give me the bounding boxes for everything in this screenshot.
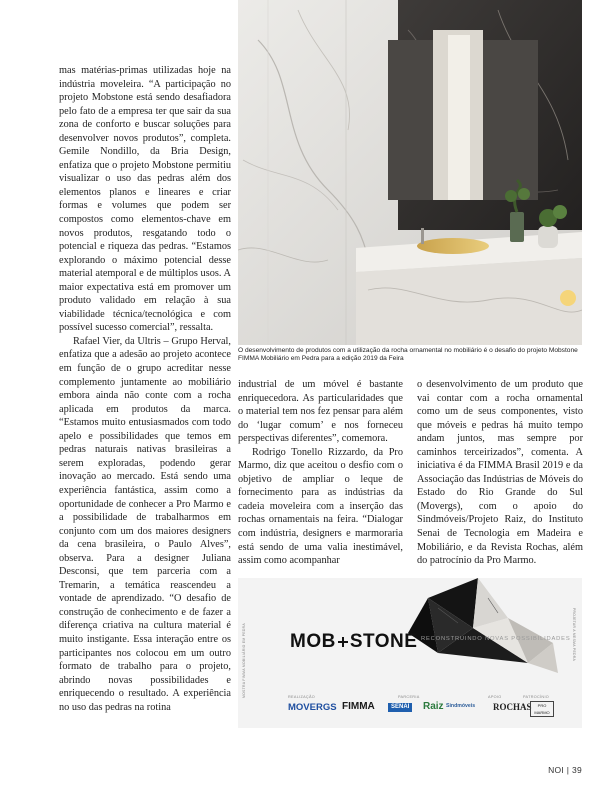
sponsor-label: PATROCÍNIO — [523, 695, 550, 699]
movergs-logo: MOVERGS — [288, 702, 337, 713]
sponsor-label: REALIZAÇÃO — [288, 695, 316, 699]
ad-tagline: RECONSTRUINDO NOVAS POSSIBILIDADES — [421, 636, 571, 642]
logo-plus-icon — [338, 637, 348, 647]
paragraph: mas matérias-primas utilizadas hoje na indústria moveleira. “A participação no projeto Mobstone está sendo desafiadora pelo fato de a empresa ter que sair da sua zona de conforto e buscar soluções para desenvolver novos produtos”, completa. Gemile Nondillo, da Bria Design, enfatiza que o projeto Mobstone permitiu visualizar o uso das pedras além dos elementos planos e lineares e criar formas e volumes que podem ser compostos como elementos-chave em novos produtos, resgatando todo o potencial e riqueza das pedras. “Estamos explorando o máximo potencial desse material atemporal e de múltiplos usos. A maior expectativa está em promover um produto validado em relação à sua viabilidade técnica/tecnológica e com possível sucesso comercial”, ressalta. — [59, 65, 231, 334]
paragraph: o desenvolvimento de um produto que vai contar com a rocha ornamental como um de seus componentes, visto que móveis e pedras há muito tempo andam juntos, mas sempre por caminhos terceirizados”, comenta. A iniciativa é da FIMMA Brasil 2019 e da Associação das Indústrias de Móveis do Estado do Rio Grande do Sul (Movergs), com o apoio do Sindmóveis/Projeto Raiz, do Instituto Senai de Tecnologia em Madeira e Mobiliário, e da Revista Rochas, além do patrocínio da Pro Marmo. — [417, 379, 583, 567]
article-column-middle — [238, 378, 403, 568]
ad-vertical-text-right: PROJETAR A MESMA PEDRA — [572, 608, 576, 662]
page-footer — [548, 765, 582, 775]
fimma-logo: FIMMA — [342, 701, 375, 712]
senai-logo: SENAI — [388, 703, 412, 712]
marble-bathroom-illustration — [238, 0, 582, 345]
paragraph: Rafael Vier, da Ultris – Grupo Herval, enfatiza que a adesão ao projeto acontece em função de o grupo acreditar nesse complemento juntamente ao mobiliário embora ainda não conte com a rocha aplicada em produtos da marca. “Estamos muito entusiasmados com todo apelo e possibilidades que temos em pedras naturais nativas brasileiras a serem exploradas, podendo gerar inovação ao mercado. Está sendo uma experiência fantástica, assim como a oportunidade de conhecer a Pro Marmo e a possibilidade de trabalharmos em conjunto com um dos maiores designers da cena brasileira, o Paulo Alves”, observa. Para a designer Juliana Desconsi, que tem parceria com a Tremarin, a temática reascendeu a vontade de aprendizado. “O desafio de construção de conhecimento e de fazer a diferença criativa na cultura material é muito instigante. Essa interação entre os participantes nos colocou em um outro formato de trabalho para o projeto, abrindo novas possibilidades e enriquecendo o resultado. A experiência no uso das pedras na rotina — [59, 335, 231, 713]
rochas-logo: ROCHAS — [493, 702, 532, 712]
paragraph: Rodrigo Tonello Rizzardo, da Pro Marmo, diz que aceitou o desfio com o objetivo de ampliar o leque de fornecimento para as indústrias da cadeia moveleira com a inserção das rochas ornamentais na feira. “Dialogar com indústria, designers e marmoraria está sendo de uma valia inestimável, assim como acompanhar — [238, 446, 403, 567]
footer-separator: | — [566, 765, 570, 775]
stone-sculpture-graphic — [378, 578, 578, 678]
sindmoveis-logo: Sindmóveis — [446, 703, 476, 709]
article-column-left — [59, 64, 231, 714]
article-column-right — [417, 378, 583, 568]
photo-caption: O desenvolvimento de produtos com a utilização da rocha ornamental no mobiliário é o desafio do projeto Mobstone FIMMA Mobiliário em Pedra para a edição 2019 da Feira — [238, 347, 578, 363]
bathroom-photo — [238, 0, 582, 345]
logo-text-right: STONE — [349, 631, 418, 652]
sponsor-label: PARCERIA — [398, 695, 420, 699]
sponsor-label: APOIO — [488, 695, 502, 699]
paragraph: industrial de um móvel é bastante enriquecedora. As particularidades que o material tem nos fez pensar para além do ‘lugar comum’ e nos forneceu perspectivas diferentes”, comemora. — [238, 379, 403, 445]
page-number: 39 — [571, 765, 582, 775]
magazine-name: NOI — [548, 765, 565, 775]
logo-text-left: MOB — [290, 631, 336, 652]
promarmo-logo: PRO MARMO — [530, 701, 554, 717]
raiz-logo: Raiz — [423, 701, 444, 712]
mobstone-logo — [290, 631, 417, 653]
mobstone-advertisement — [238, 578, 582, 728]
ad-vertical-text-left: MOSTRA FIMMA MOBILIÁRIO EM PEDRA — [242, 623, 246, 698]
